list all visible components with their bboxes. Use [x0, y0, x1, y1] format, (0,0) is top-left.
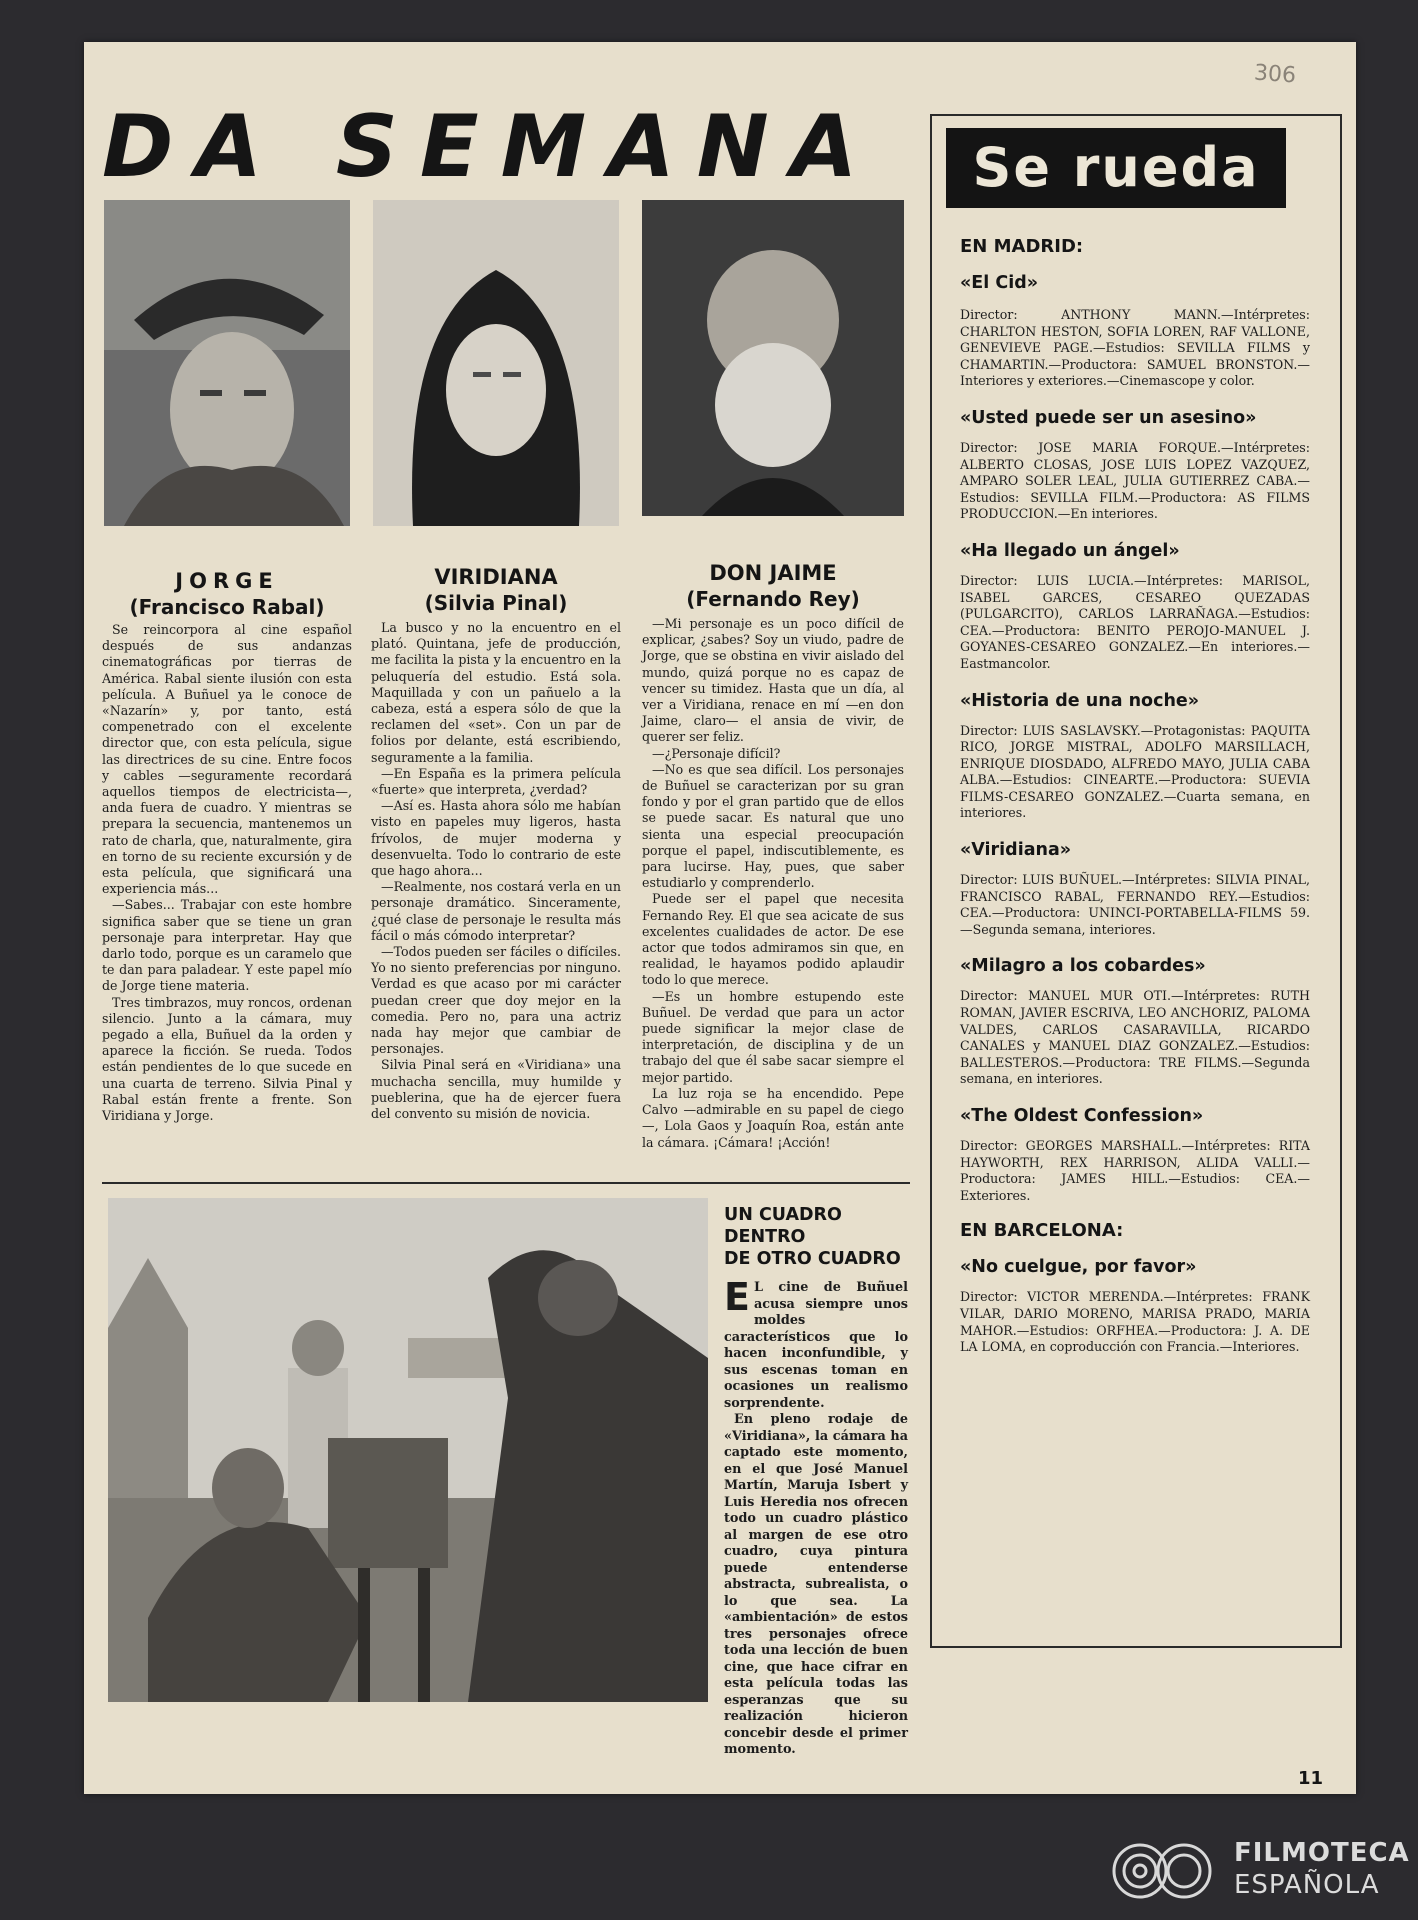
film-credits: Director: JOSE MARIA FORQUE.—Intérpretes: ALBERTO CLOSAS, JOSE LUIS LOPEZ VAZQUEZ, AMPARO SOLER LEAL, JULIA GUTIERREZ CABA.—Estudios: SEVILLA FILM.—Productora: AS FILMS PRODUCCION.—En interiores.: [960, 439, 1310, 522]
page-number: 11: [1298, 1768, 1324, 1789]
portrait-jorge: [104, 200, 350, 526]
inset-paragraph: En pleno rodaje de «Viridiana», la cámara ha captado este momento, en el que José Manuel Martín, Maruja Isbert y Luis Heredia nos ofrecen todo un cuadro plástico al margen de ese otro cuadro, cuya pintura puede entenderse abstracta, subrealista, o lo que sea. La «ambientación» de estos tres personajes ofrece toda una lección de buen cine, que hace cifrar en esta película todas las esperanzas que su realización hicieron concebir desde el primer momento.: [724, 1412, 908, 1757]
inset-title: DE OTRO CUADRO: [724, 1249, 901, 1269]
location-heading: EN BARCELONA:: [960, 1220, 1124, 1242]
portrait-don-jaime: [642, 200, 904, 516]
section-divider: [102, 1182, 910, 1184]
logo-line2: ESPAÑOLA: [1234, 1870, 1380, 1900]
set-photo: [108, 1198, 708, 1702]
paragraph: La busco y no la encuentro en el plató. Quintana, jefe de producción, me facilita la pista y la encuentro en la peluquería del estudio. Está sola. Maquillada y con un pañuelo a la cabeza, está a espera sólo de que la reclamen del «set». Con un par de folios por delante, está escribiendo, seguramente a la familia.: [371, 620, 621, 765]
inset-paragraph: L cine de Buñuel acusa siempre unos moldes característicos que lo hacen inconfundible, y sus escenas toman en ocasiones un realismo sorprendente.: [724, 1280, 908, 1411]
paragraph: —¿Personaje difícil?: [652, 745, 781, 761]
film-title: «Ha llegado un ángel»: [960, 540, 1180, 561]
film-credits: Director: MANUEL MUR OTI.—Intérpretes: RUTH ROMAN, JAVIER ESCRIVA, LEO ANCHORIZ, PALOMA VALDES, CARLOS CASARAVILLA, RICARDO CANALES y MANUEL DIAZ GONZALEZ.—Estudios: BALLESTEROS.—Productora: TRE FILMS.—Segunda semana, en interiores.: [960, 988, 1310, 1087]
banner-title: DA SEMANA: [102, 97, 880, 197]
se-rueda-title: Se rueda: [946, 128, 1286, 208]
article-column-viridiana: [371, 620, 621, 1122]
article-column-don-jaime: [642, 616, 904, 1151]
film-title: «Milagro a los cobardes»: [960, 956, 1206, 977]
drop-cap: E: [724, 1275, 750, 1319]
profile-name: JORGE: [175, 569, 279, 593]
paragraph: —No es que sea difícil. Los personajes de Buñuel se caracterizan por su gran fondo y por el gran partido que de ellos se puede sacar. Es natural que uno sienta una especial preocupación porque el papel, indiscutiblemente, es para lucirse. Hay, pues, que saber estudiarlo y comprenderlo.: [642, 761, 904, 891]
article-column-jorge: [102, 622, 352, 1124]
location-heading: EN MADRID:: [960, 236, 1084, 257]
film-credits: Director: LUIS BUÑUEL.—Intérpretes: SILVIA PINAL, FRANCISCO RABAL, FERNANDO REY.—Estudios: CEA.—Productora: UNINCI-PORTABELLA-FILMS 59.—Segunda semana, interiores.: [960, 872, 1310, 937]
film-credits: Director: GEORGES MARSHALL.—Intérpretes: RITA HAYWORTH, REX HARRISON, ALIDA VALLI.—Productora: JAMES HILL.—Estudios: CEA.—Exteriores.: [960, 1138, 1310, 1203]
archive-logo: [1110, 1836, 1410, 1906]
paragraph: —Realmente, nos costará verla en un personaje dramático. Sinceramente, ¿qué clase de personaje le resulta más fácil o más cómodo interpretar?: [371, 879, 621, 943]
film-title: «Viridiana»: [960, 840, 1072, 861]
paragraph: —Mi personaje es un poco difícil de explicar, ¿sabes? Soy un viudo, padre de Jorge, que se obstina en vivir aislado del mundo, quizá porque no es capaz de vencer su timidez. Hasta que un día, al ver a Viridiana, renace en mí —en don Jaime, claro— el ansia de vivir, de querer ser feliz.: [642, 616, 904, 745]
paragraph: Puede ser el papel que necesita Fernando Rey. El que sea acicate de sus excelentes cualidades de actor. De ese actor que todos admiramos sin que, en realidad, le hayamos podido aplaudir todo lo que merece.: [642, 891, 904, 988]
profile-actor: (Fernando Rey): [686, 587, 860, 611]
paragraph: —Así es. Hasta ahora sólo me habían visto en papeles muy ligeros, hasta frívolos, de mujer moderna y desenvuelta. Todo lo contrario de este que hago ahora...: [371, 798, 621, 879]
paragraph: Se reincorpora al cine español después de sus andanzas cinematográficas por tierras de América. Rabal siente ilusión con esta película. A Buñuel ya le conoce de «Nazarín» y, por tanto, está compenetrado con el excelente director que, con esta película, sigue las directrices de su cine. Entre focos y cables —seguramente recordará aquellos tiempos de electricista—, anda fuera de cuadro. Y mientras se prepara la secuencia, mantenemos un rato de charla, que, naturalmente, gira en torno de su reciente excursión y de esta película, que significará una experiencia más...: [102, 622, 352, 897]
logo-line1: FILMOTECA: [1234, 1838, 1410, 1868]
profile-actor: (Francisco Rabal): [129, 595, 325, 619]
filmoteca-logo-icon: [1110, 1840, 1214, 1902]
film-title: «No cuelgue, por favor»: [960, 1257, 1197, 1278]
profile-name: VIRIDIANA: [434, 565, 558, 589]
inset-title: UN CUADRO DENTRO: [724, 1205, 842, 1247]
portrait-viridiana: [373, 200, 619, 526]
inset-body: [724, 1275, 908, 1412]
film-credits: Director: LUIS SASLAVSKY.—Protagonistas: PAQUITA RICO, JORGE MISTRAL, ADOLFO MARSILLACH, ENRIQUE DIOSDADO, ALFREDO MAYO, JULIA CABA ALBA.—Estudios: CINEARTE.—Productora: SUEVIA FILMS-CESAREO GONZALEZ.—Cuarta semana, en interiores.: [960, 722, 1310, 821]
paragraph: Tres timbrazos, muy roncos, ordenan silencio. Junto a la cámara, muy pegado a ella, Buñuel da la orden y aparece la ficción. Se rueda. Todos están pendientes de lo que sucede en una cuarta de terreno. Silvia Pinal y Rabal están frente a frente. Son Viridiana y Jorge.: [102, 994, 352, 1124]
newspaper-clipping: [84, 42, 1356, 1794]
paragraph: —En España es la primera película «fuerte» que interpreta, ¿verdad?: [371, 765, 621, 798]
paragraph: —Sabes... Trabajar con este hombre significa saber que se tiene un gran personaje para interpretar. Hay que darlo todo, porque es un caramelo que te dan para paladear. Y este papel mío de Jorge tiene materia.: [102, 897, 352, 994]
pencil-annotation: 306: [1253, 60, 1297, 89]
film-credits: Director: LUIS LUCIA.—Intérpretes: MARISOL, ISABEL GARCES, CESAREO QUEZADAS (PULGARCITO), CARLOS LARRAÑAGA.—Estudios: CEA.—Productora: BENITO PEROJO-MANUEL J. GOYANES-CESAREO GONZALEZ.—En interiores.—Eastmancolor.: [960, 572, 1310, 671]
film-title: «Historia de una noche»: [960, 690, 1200, 711]
se-rueda-listing: [960, 236, 1310, 1356]
paragraph: La luz roja se ha encendido. Pepe Calvo —admirable en su papel de ciego—, Lola Gaos y Joaquín Roa, están ante la cámara. ¡Cámara! ¡Acción!: [642, 1085, 904, 1150]
film-title: «Usted puede ser un asesino»: [960, 407, 1257, 428]
film-title: «The Oldest Confession»: [960, 1106, 1204, 1126]
film-title: «El Cid»: [960, 273, 1039, 293]
film-credits: Director: ANTHONY MANN.—Intérpretes: CHARLTON HESTON, SOFIA LOREN, RAF VALLONE, GENEVIEVE PAGE.—Estudios: SEVILLA FILMS y CHAMARTIN.—Productora: SAMUEL BRONSTON.—Interiores y exteriores.—Cinemascope y color.: [960, 307, 1310, 389]
paragraph: —Es un hombre estupendo este Buñuel. De verdad que para un actor puede significar la mejor clase de interpretación, de disciplina y de un trabajo del que él sabe sacar siempre el mejor partido.: [642, 988, 904, 1085]
paragraph: Silvia Pinal será en «Viridiana» una muchacha sencilla, muy humilde y pueblerina, que ha de ejercer fuera del convento su misión de novicia.: [371, 1057, 621, 1122]
film-credits: Director: VICTOR MERENDA.—Intérpretes: FRANK VILAR, DARIO MORENO, MARISA PRADO, MARIA MAHOR.—Estudios: ORFHEA.—Productora: J. A. DE LA LOMA, en coproducción con Francia.—Interiores.: [960, 1289, 1310, 1355]
profile-actor: (Silvia Pinal): [424, 591, 568, 615]
profile-name: DON JAIME: [709, 561, 837, 585]
paragraph: —Todos pueden ser fáciles o difíciles. Yo no siento preferencias por ninguno. Verdad es que acaso por mi carácter puedan creer que doy mejor en la comedia. Pero no, para una actriz nada hay mejor que cambiar de personajes.: [371, 944, 621, 1057]
